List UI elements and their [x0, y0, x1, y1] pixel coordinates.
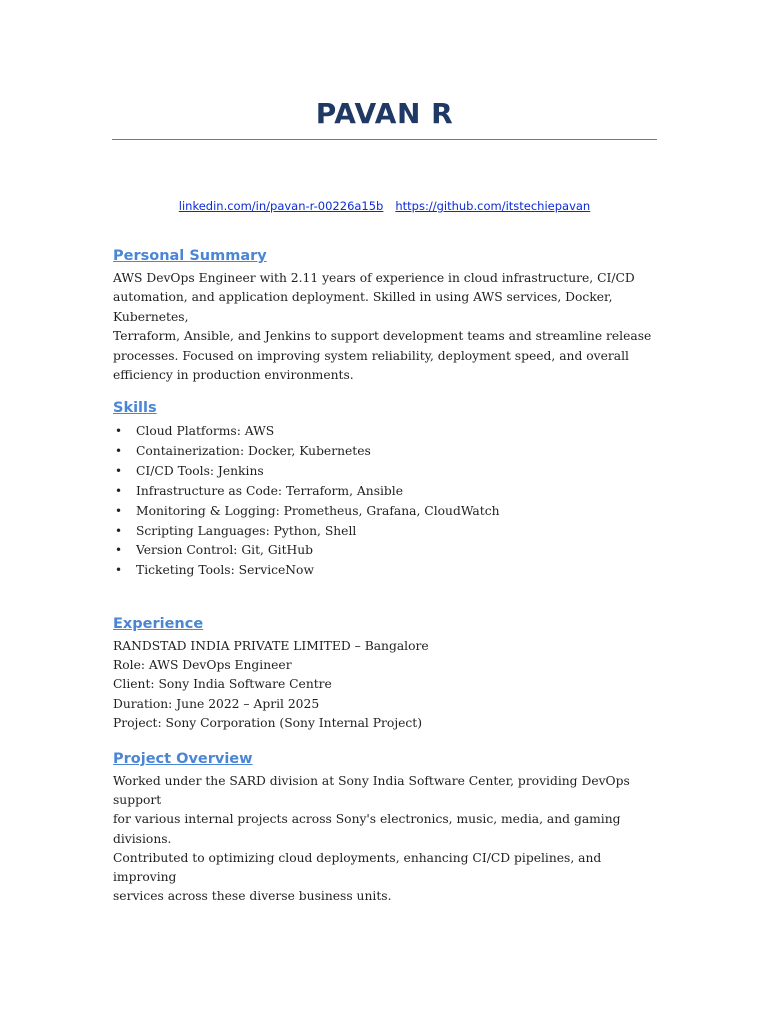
employer-line: RANDSTAD INDIA PRIVATE LIMITED – Bangalore [113, 639, 429, 653]
skill-text: Containerization: Docker, Kubernetes [136, 443, 371, 458]
skill-text: Version Control: Git, GitHub [136, 543, 314, 558]
bullet-icon: • [115, 463, 123, 478]
skills-heading: Skills [113, 400, 157, 416]
skill-item [113, 482, 500, 502]
experience-details [113, 637, 661, 733]
candidate-name: PAVAN R [315, 97, 454, 130]
overview-line: Contributed to optimizing cloud deployments, enhancing CI/CD pipelines, and improving [113, 850, 602, 885]
bullet-icon: • [115, 483, 123, 498]
overview-line: services across these diverse business units. [113, 889, 392, 904]
role-line: Role: AWS DevOps Engineer [113, 658, 292, 673]
client-line: Client: Sony India Software Centre [113, 677, 332, 692]
summary-line: Terraform, Ansible, and Jenkins to support development teams and streamline release [113, 329, 652, 344]
linkedin-link[interactable]: linkedin.com/in/pavan-r-00226a15b [178, 199, 384, 213]
bullet-icon: • [115, 543, 123, 558]
summary-line: efficiency in production environments. [113, 368, 354, 383]
skill-text: Ticketing Tools: ServiceNow [136, 563, 314, 578]
summary-heading: Personal Summary [113, 248, 267, 264]
overview-line: Worked under the SARD division at Sony India Software Center, providing DevOps support [113, 774, 630, 808]
skill-item [113, 442, 500, 462]
bullet-icon: • [115, 424, 123, 438]
skill-text: Scripting Languages: Python, Shell [136, 523, 357, 538]
skill-text: Cloud Platforms: AWS [136, 424, 275, 438]
project-overview-text [113, 772, 661, 906]
summary-line: automation, and application deployment. Skilled in using AWS services, Docker, Kubernetes, [113, 290, 613, 324]
contact-links [112, 197, 657, 215]
bullet-icon: • [115, 443, 123, 458]
bullet-icon: • [115, 563, 123, 578]
bullet-icon: • [115, 523, 123, 538]
skill-item [113, 561, 500, 581]
project-overview-heading: Project Overview [113, 751, 253, 767]
skill-item [113, 502, 500, 522]
summary-line: processes. Focused on improving system reliability, deployment speed, and overall [113, 348, 629, 363]
overview-line: for various internal projects across Sony's electronics, music, media, and gaming divisions. [113, 812, 621, 846]
skill-text: CI/CD Tools: Jenkins [136, 463, 264, 478]
skill-item [113, 522, 500, 542]
summary-line: AWS DevOps Engineer with 2.11 years of experience in cloud infrastructure, CI/CD [113, 271, 635, 285]
github-link[interactable]: https://github.com/itstechiepavan [395, 199, 591, 213]
project-line: Project: Sony Corporation (Sony Internal Project) [113, 715, 423, 730]
duration-line: Duration: June 2022 – April 2025 [113, 696, 320, 711]
skill-item [113, 462, 500, 482]
skill-text: Monitoring & Logging: Prometheus, Grafana, CloudWatch [136, 503, 500, 518]
summary-text [113, 269, 661, 385]
experience-heading: Experience [113, 616, 204, 632]
name-divider [112, 139, 657, 140]
skill-text: Infrastructure as Code: Terraform, Ansible [136, 483, 404, 498]
bullet-icon: • [115, 503, 123, 518]
skill-item [113, 541, 500, 561]
skill-item [113, 422, 500, 442]
skills-list [113, 422, 500, 581]
